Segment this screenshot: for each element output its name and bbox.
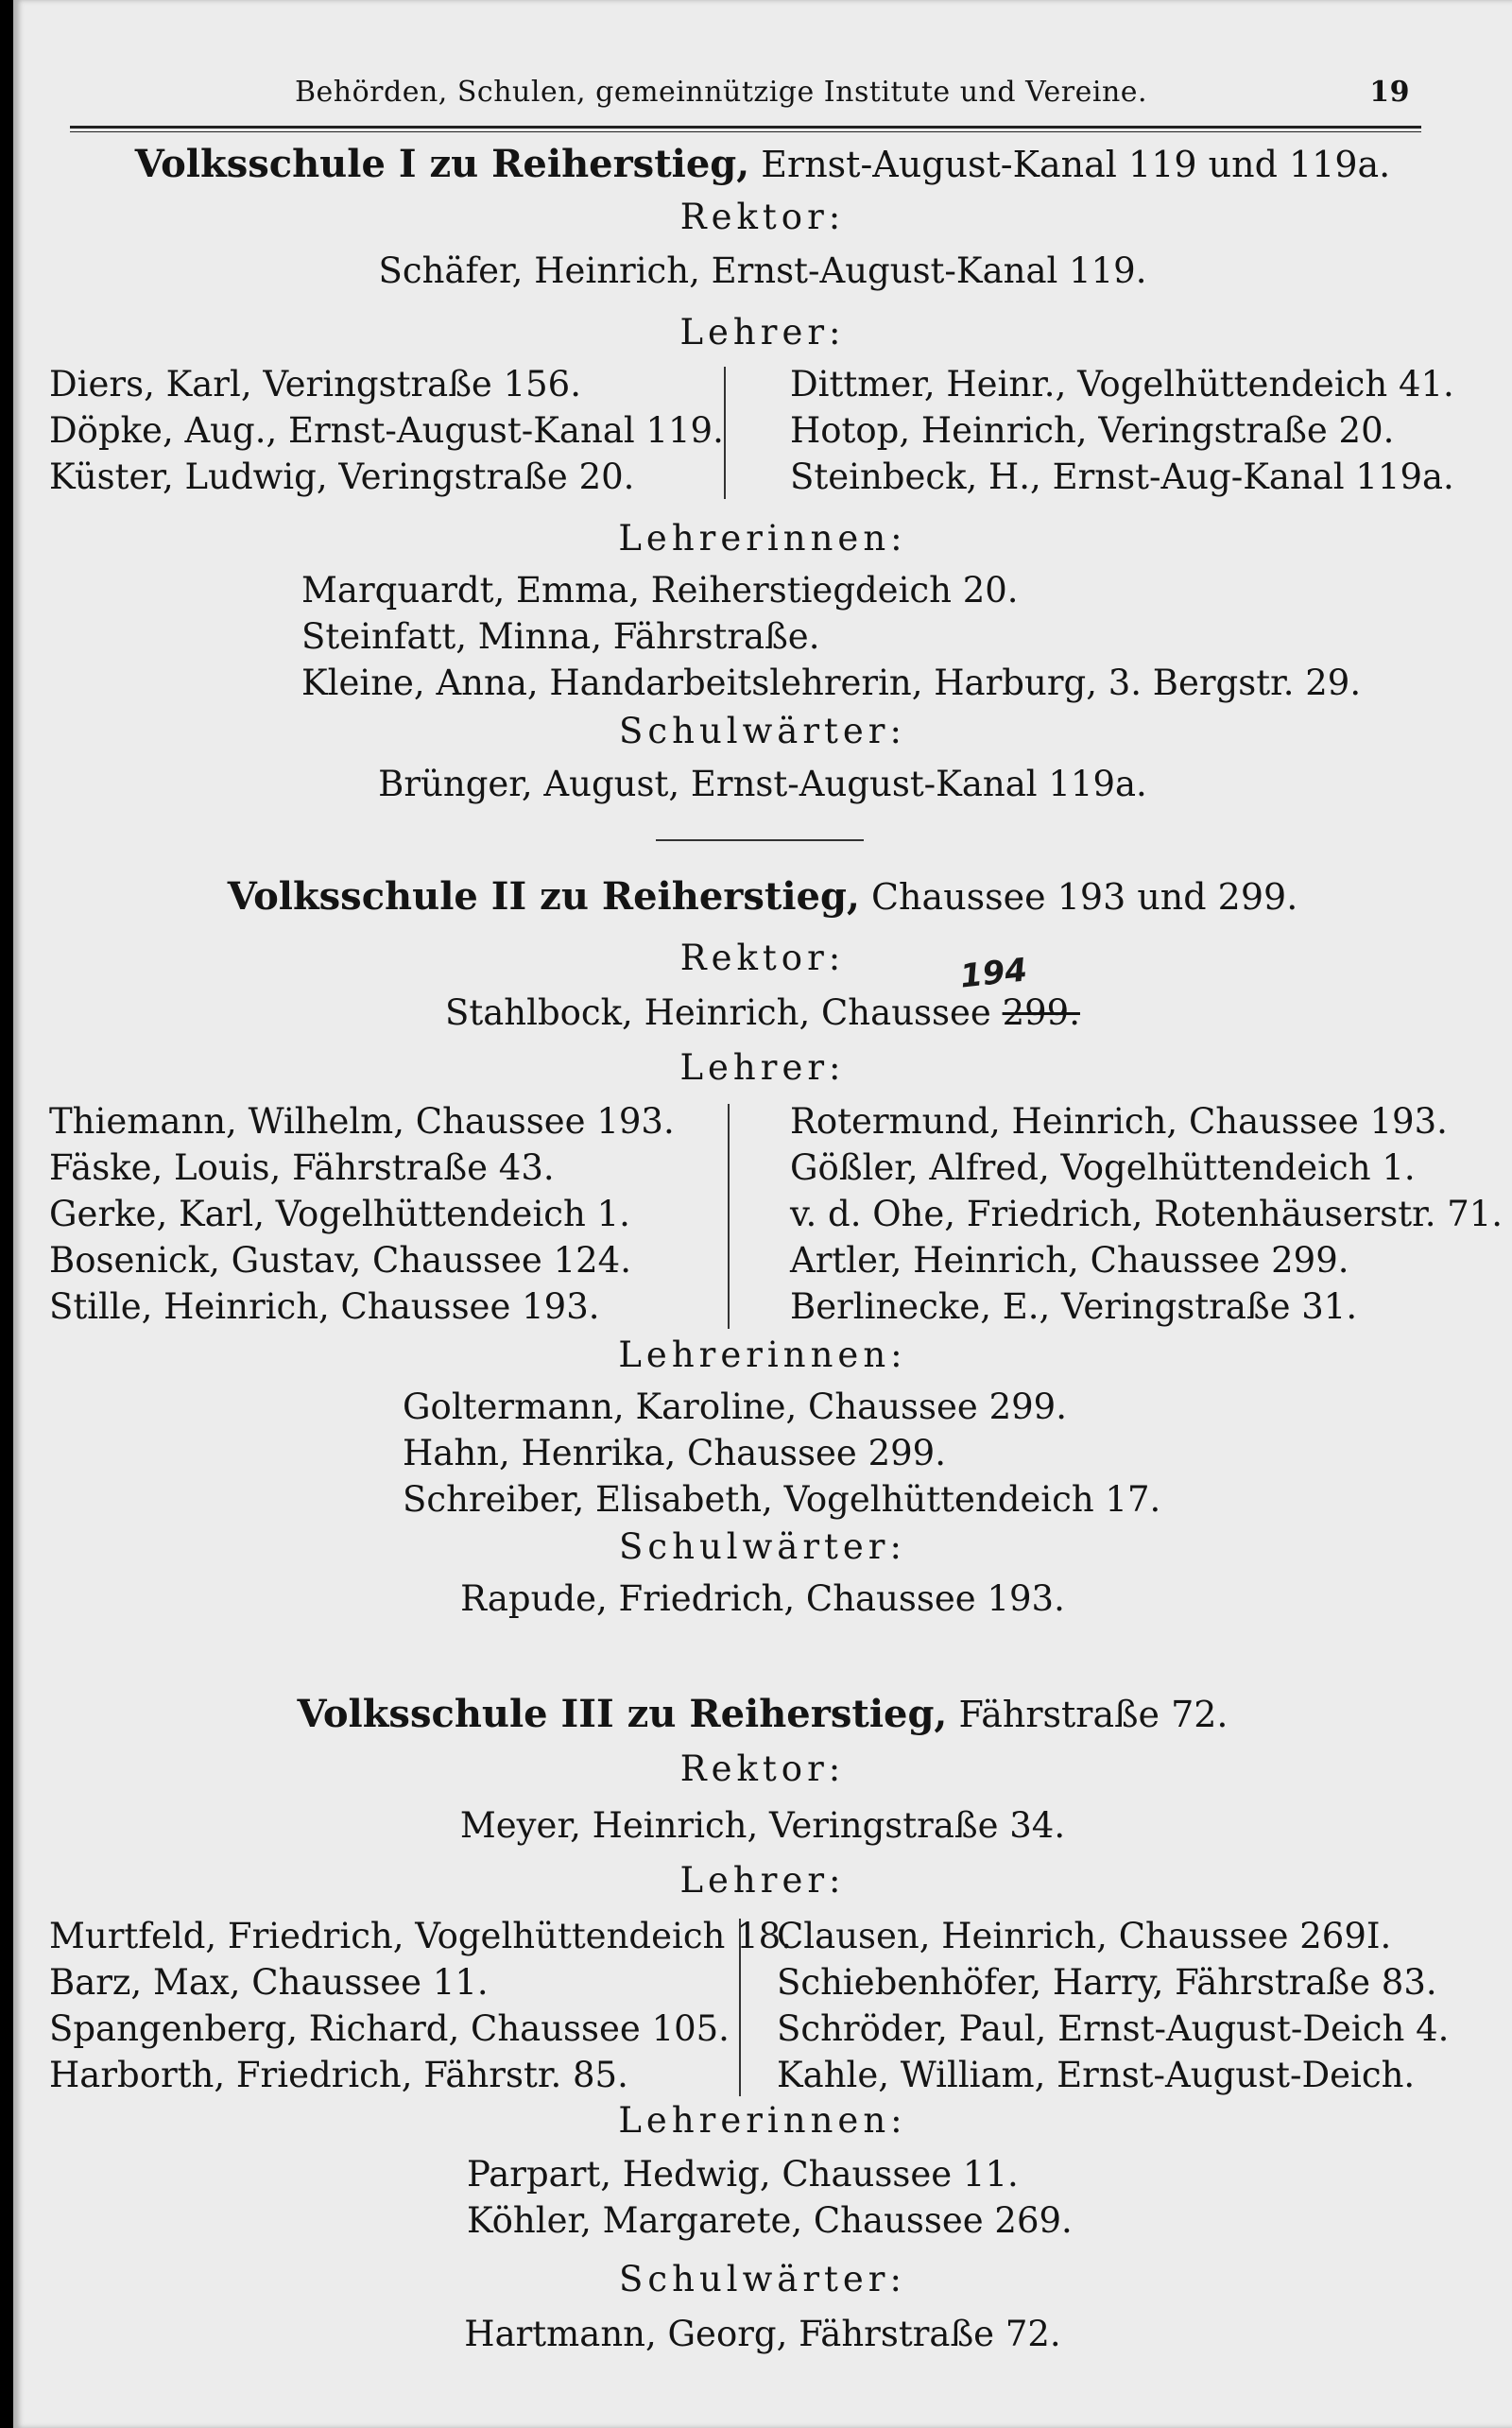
lehrer-entry: Stille, Heinrich, Chaussee 193.	[49, 1286, 600, 1327]
section-heading	[13, 142, 1512, 186]
lehrer-entry: Hotop, Heinrich, Veringstraße 20.	[790, 410, 1395, 451]
lehrer-entry: Clausen, Heinrich, Chaussee 269I.	[777, 1916, 1392, 1956]
school-name: Volksschule I zu Reiherstieg,	[134, 142, 750, 186]
schulwaerter-entry: Hartmann, Georg, Fährstraße 72.	[464, 2314, 1061, 2354]
struck-house-number: 299.	[1002, 992, 1080, 1033]
school-name: Volksschule III zu Reiherstieg,	[297, 1692, 948, 1736]
section-heading	[13, 874, 1512, 919]
lehrer-right-column	[777, 1913, 1449, 2098]
lehrerin-entry: Goltermann, Karoline, Chaussee 299.	[403, 1386, 1067, 1427]
lehrer-label: Lehrer:	[679, 312, 846, 353]
lehrerinnen-list	[301, 567, 1361, 706]
schulwaerter-entry: Rapude, Friedrich, Chaussee 193.	[460, 1578, 1065, 1619]
rektor-label: Rektor:	[679, 197, 846, 237]
lehrerin-entry: Kleine, Anna, Handarbeitslehrerin, Harburg, 3. Bergstr. 29.	[301, 663, 1362, 703]
lehrer-entry: Küster, Ludwig, Veringstraße 20.	[49, 456, 635, 497]
rektor-entry: Meyer, Heinrich, Veringstraße 34.	[459, 1805, 1066, 1846]
rektor-label: Rektor:	[679, 938, 846, 978]
running-header	[295, 66, 1410, 123]
school-address: Chaussee 193 und 299.	[870, 876, 1298, 918]
lehrerinnen-list	[403, 1384, 1160, 1523]
lehrer-entry: Spangenberg, Richard, Chaussee 105.	[49, 2008, 730, 2049]
lehrer-entry: Barz, Max, Chaussee 11.	[49, 1962, 489, 2003]
school-address: Fährstraße 72.	[958, 1694, 1228, 1735]
lehrerinnen-label: Lehrerinnen:	[618, 518, 907, 559]
lehrer-entry: Murtfeld, Friedrich, Vogelhüttendeich 18.	[49, 1916, 792, 1956]
schulwaerter-label: Schulwärter:	[619, 711, 906, 751]
lehrer-entry: Thiemann, Wilhelm, Chaussee 193.	[49, 1101, 675, 1142]
lehrer-entry: Gößler, Alfred, Vogelhüttendeich 1.	[790, 1147, 1416, 1188]
lehrerin-entry: Hahn, Henrika, Chaussee 299.	[403, 1433, 946, 1473]
lehrer-entry: Schröder, Paul, Ernst-August-Deich 4.	[777, 2008, 1450, 2049]
lehrer-entry: Fäske, Louis, Fährstraße 43.	[49, 1147, 555, 1188]
column-divider	[724, 367, 726, 499]
lehrer-entry: Rotermund, Heinrich, Chaussee 193.	[790, 1101, 1448, 1142]
lehrer-right-column	[790, 361, 1454, 500]
lehrer-entry: Bosenick, Gustav, Chaussee 124.	[49, 1240, 631, 1281]
rektor-entry	[13, 992, 1512, 1033]
handwritten-correction: 194	[958, 951, 1029, 996]
school-name: Volksschule II zu Reiherstieg,	[227, 874, 860, 919]
section-heading	[13, 1692, 1512, 1736]
schulwaerter-entry: Brünger, August, Ernst-August-Kanal 119a.	[378, 764, 1147, 804]
lehrer-left-column	[49, 1913, 792, 2098]
header-title: Behörden, Schulen, gemeinnützige Institute und Vereine.	[295, 76, 1148, 109]
school-address: Ernst-August-Kanal 119 und 119a.	[761, 144, 1391, 185]
lehrer-entry: Döpke, Aug., Ernst-August-Kanal 119.	[49, 410, 724, 451]
lehrer-entry: v. d. Ohe, Friedrich, Rotenhäuserstr. 71.	[790, 1194, 1503, 1234]
column-divider	[728, 1104, 730, 1329]
rektor-label: Rektor:	[679, 1748, 846, 1789]
schulwaerter-label: Schulwärter:	[619, 1526, 906, 1567]
lehrer-entry: Gerke, Karl, Vogelhüttendeich 1.	[49, 1194, 630, 1234]
lehrerin-entry: Köhler, Margarete, Chaussee 269.	[467, 2200, 1073, 2241]
lehrerin-entry: Schreiber, Elisabeth, Vogelhüttendeich 17.	[403, 1479, 1161, 1520]
lehrerinnen-label: Lehrerinnen:	[618, 2100, 907, 2141]
lehrer-left-column	[49, 1098, 675, 1330]
lehrer-entry: Dittmer, Heinr., Vogelhüttendeich 41.	[790, 364, 1454, 405]
page	[13, 0, 1512, 2428]
schulwaerter-label: Schulwärter:	[619, 2259, 906, 2299]
lehrer-label: Lehrer:	[679, 1860, 846, 1901]
lehrer-entry: Kahle, William, Ernst-August-Deich.	[777, 2055, 1416, 2095]
lehrerin-entry: Steinfatt, Minna, Fährstraße.	[301, 616, 820, 657]
lehrer-entry: Steinbeck, H., Ernst-Aug-Kanal 119a.	[790, 456, 1454, 497]
lehrerin-entry: Parpart, Hedwig, Chaussee 11.	[467, 2154, 1019, 2195]
lehrer-entry: Harborth, Friedrich, Fährstr. 85.	[49, 2055, 628, 2095]
page-number: 19	[1369, 76, 1410, 109]
lehrer-entry: Diers, Karl, Veringstraße 156.	[49, 364, 581, 405]
column-divider	[739, 1919, 741, 2096]
lehrerinnen-label: Lehrerinnen:	[618, 1335, 907, 1375]
lehrerinnen-list	[467, 2151, 1073, 2244]
rektor-name: Stahlbock, Heinrich, Chaussee	[445, 992, 991, 1033]
lehrer-label: Lehrer:	[679, 1047, 846, 1088]
lehrer-entry: Artler, Heinrich, Chaussee 299.	[790, 1240, 1349, 1281]
section-divider	[656, 839, 864, 841]
lehrerin-entry: Marquardt, Emma, Reiherstiegdeich 20.	[301, 570, 1019, 611]
lehrer-entry: Schiebenhöfer, Harry, Fährstraße 83.	[777, 1962, 1437, 2003]
lehrer-entry: Berlinecke, E., Veringstraße 31.	[790, 1286, 1358, 1327]
rektor-entry: Schäfer, Heinrich, Ernst-August-Kanal 119.	[378, 250, 1147, 291]
lehrer-left-column	[49, 361, 724, 500]
lehrer-right-column	[790, 1098, 1503, 1330]
header-rule	[70, 126, 1421, 132]
